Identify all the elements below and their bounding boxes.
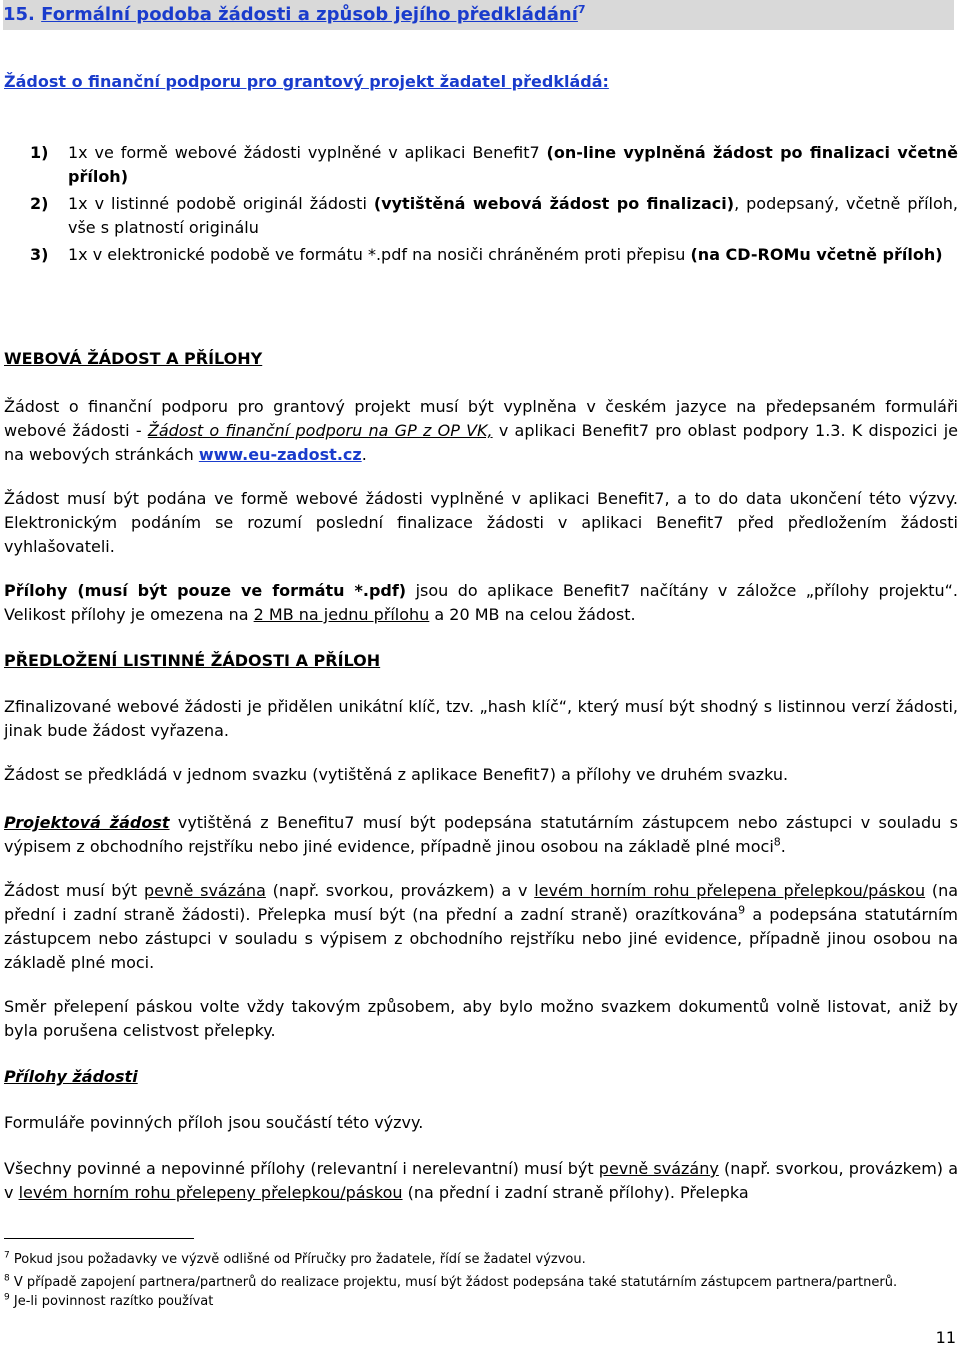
paper-paragraph-2: Žádost se předkládá v jednom svazku (vytištěná z aplikace Benefit7) a přílohy ve druhém svazku. — [4, 765, 789, 784]
list-item: 2) 1x v listinné podobě originál žádosti (vytištěná webová žádost po finalizaci), podepsaný, včetně příloh, vše s platností originálu — [30, 194, 958, 237]
footnote-7: $^7$ Pokud jsou požadavky ve výzvě odlišné od Příručky pro žadatele, řídí se žadatel výzvou. — [4, 1250, 586, 1267]
paper-paragraph-5: Směr přelepení páskou volte vždy takovým způsobem, aby bylo možno svazkem dokumentů volně listovat, aniž by byla porušena celistvost přelepky. — [4, 997, 958, 1040]
web-paragraph-2: Žádost musí být podána ve formě webové žádosti vyplněné v aplikaci Benefit7, a to do data ukončení této výzvy. Elektronickým podáním se rozumí poslední finalizace žádosti v aplikaci Benefit7 před předložením žádosti vyhlašovateli. — [4, 489, 958, 556]
attachments-paragraph-2: Všechny povinné a nepovinné přílohy (relevantní i nerelevantní) musí být pevně svázány (např. svorkou, provázkem) a v levém horním rohu přelepeny přelepkou/páskou (na přední i zadní straně přílohy). Přelepka — [4, 1159, 958, 1202]
list-item: 1) 1x ve formě webové žádosti vyplněné v aplikaci Benefit7 (on-line vyplněná žádost po finalizaci včetně příloh) — [30, 143, 959, 186]
footnote-9: $^9$ Je-li povinnost razítko používat — [4, 1292, 214, 1309]
attachments-paragraph-1: Formuláře povinných příloh jsou součástí této výzvy. — [4, 1113, 424, 1132]
web-paragraph-1: Žádost o finanční podporu pro grantový projekt musí být vyplněna v českém jazyce na předepsaném formuláři webové žádosti - Žádost o finanční podporu na GP z OP VK, v aplikaci Benefit7 pro oblast podpory 1.3. K dispozici je na webových stránkách www.eu-zadost.cz. — [4, 397, 959, 464]
list-item: 3) 1x v elektronické podobě ve formátu *.pdf na nosiči chráněném proti přepisu (na CD-ROMu včetně příloh) — [30, 245, 943, 264]
attachments-heading: Přílohy žádosti — [4, 1067, 138, 1086]
web-paragraph-3: Přílohy (musí být pouze ve formátu *.pdf) jsou do aplikace Benefit7 načítány v záložce „přílohy projektu“. Velikost přílohy je omezena na 2 MB na jednu přílohu a 20 MB na celou žádost. — [4, 581, 958, 624]
website-link[interactable]: www.eu-zadost.cz — [198, 445, 362, 464]
section-title: 15. Formální podoba žádosti a způsob jejího předkládání$^7$ — [3, 0, 954, 30]
page-number: 11 — [935, 1328, 956, 1347]
submission-list — [30, 141, 958, 270]
paper-paragraph-4: Žádost musí být pevně svázána (např. svorkou, provázkem) a v levém horním rohu přelepena přelepkou/páskou (na přední i zadní straně žádosti). Přelepka musí být (na přední a zadní straně) orazítkována$^9$ a podepsána statutárním zástupcem nebo zástupci v souladu s výpisem z obchodního rejstříku nebo jiné evidence, případně jinou osobou na základě plné moci. — [4, 881, 959, 972]
intro-heading: Žádost o finanční podporu pro grantový projekt žadatel předkládá: — [4, 72, 609, 91]
paper-paragraph-1: Zfinalizované webové žádosti je přidělen unikátní klíč, tzv. „hash klíč“, který musí být shodný s listinnou verzí žádosti, jinak bude žádost vyřazena. — [4, 697, 958, 740]
paper-paragraph-3: Projektová žádost vytištěná z Benefitu7 musí být podepsána statutárním zástupcem nebo zástupci v souladu s výpisem z obchodního rejstříku nebo jiné evidence, případně jinou osobou na základě plné moci$^8$. — [4, 813, 959, 856]
footnote-8: $^8$ V případě zapojení partnera/partnerů do realizace projektu, musí být žádost podepsána také statutárním zástupcem partnera/partnerů. — [4, 1273, 898, 1290]
footnote-separator — [4, 1238, 194, 1239]
web-heading: WEBOVÁ ŽÁDOST A PŘÍLOHY — [4, 349, 263, 368]
paper-heading: PŘEDLOŽENÍ LISTINNÉ ŽÁDOSTI A PŘÍLOH — [4, 651, 381, 670]
